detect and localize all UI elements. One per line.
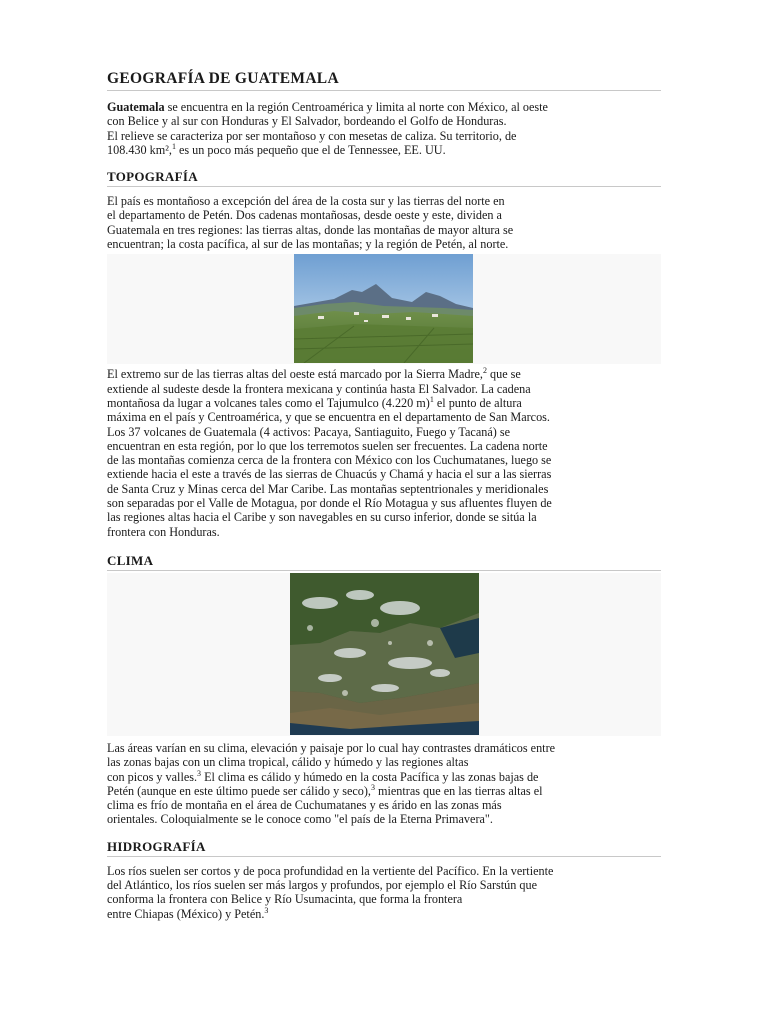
intro-paragraph: Guatemala se encuentra en la región Centroamérica y limita al norte con México, al oeste con Belice y al sur con Honduras y El Salvador, bordeando el Golfo de Honduras. El relieve se caracteriza por ser montañoso y con mesetas de caliza. Su territorio, de 108.430 km²,$^1$ es un poco más pequeño que el de Tennessee, EE. UU. bbox=[107, 100, 548, 157]
footnote-ref[interactable]: 3 bbox=[370, 782, 375, 792]
footnote-ref[interactable]: 3 bbox=[197, 768, 202, 778]
section-heading-clima: CLIMA bbox=[107, 553, 661, 571]
hidrografia-paragraph: Los ríos suelen ser cortos y de poca profundidad en la vertiente del Pacífico. En la vertiente del Atlántico, los ríos suelen ser más largos y profundos, por ejemplo el Río Sarstún que conforma la frontera con Belice y Río Usumacinta, que forma la frontera entre Chiapas (México) y Petén.$^3$ bbox=[107, 863, 554, 921]
section-heading-hidrografia: HIDROGRAFÍA bbox=[107, 839, 661, 857]
footnote-ref[interactable]: 1 bbox=[171, 141, 176, 151]
clima-paragraph: Las áreas varían en su clima, elevación y paisaje por lo cual hay contrastes dramáticos entre las zonas bajas con un clima tropical, cálido y húmedo y las regiones altas con picos y valles.$^3$ El clima es cálido y húmedo en la costa Pacífica y las zonas bajas de Petén (aunque en este último puede ser cálido y seco),$^3$ mientras que en las tierras altas el clima es frío de montaña en el área de Cuchumatanes y es árido en las zonas más orientales. Coloquialmente se le conoce como "el país de la Eterna Primavera". bbox=[107, 740, 556, 827]
figure-highlands bbox=[107, 254, 661, 364]
section-heading-topografia: TOPOGRAFÍA bbox=[107, 169, 661, 187]
intro-bold-term: Guatemala bbox=[107, 100, 165, 114]
topografia-paragraph-1: El país es montañoso a excepción del área de la costa sur y las tierras del norte en el departamento de Petén. Dos cadenas montañosas, desde oeste y este, dividen a Guatemala en tres regiones: las tierras altas, donde las montañas de mayor altura se encuentran; la costa pacífica, al sur de las montañas; y la región de Petén, al norte. bbox=[107, 194, 514, 252]
page-title: GEOGRAFÍA DE GUATEMALA bbox=[107, 70, 661, 91]
satellite-photo bbox=[290, 573, 479, 735]
document-page bbox=[107, 70, 661, 921]
footnote-ref[interactable]: 1 bbox=[429, 394, 434, 404]
highlands-volcano-photo bbox=[294, 254, 473, 363]
footnote-ref[interactable]: 3 bbox=[264, 905, 269, 915]
footnote-ref[interactable]: 2 bbox=[482, 366, 487, 376]
topografia-paragraph-2: El extremo sur de las tierras altas del oeste está marcado por la Sierra Madre,$^2$ que se extiende al sudeste desde la frontera mexicana y continúa hasta El Salvador. La cadena montañosa da lugar a volcanes tales como el Tajumulco (4.220 m)$^1$ el punto de altura máxima en el país y Centroamérica, y que se encuentra en el departamento de San Marcos. Los 37 volcanes de Guatemala (4 activos: Pacaya, Santiaguito, Fuego y Tacaná) se encuentran en esta región, por lo que los terremotos suelen ser frecuentes. La cadena norte de las montañas comienza cerca de la frontera con México con los Cuchumatanes, luego se extiende hacia el este a través de las sierras de Chuacús y Chamá y hacia el sur a las sierras de Santa Cruz y Minas cerca del Mar Caribe. Las montañas septentrionales y meridionales son separadas por el Valle de Motagua, por donde el Río Motagua y sus afluentes fluyen de las regiones altas hacia el Caribe y son navegables en su curso inferior, donde se sitúa la frontera con Honduras. bbox=[107, 366, 552, 539]
figure-satellite bbox=[107, 573, 661, 736]
